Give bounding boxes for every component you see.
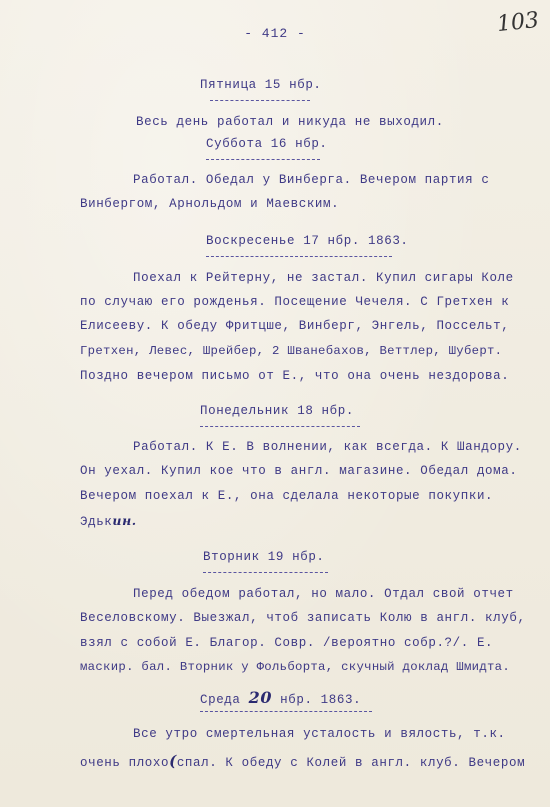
heading-underline (200, 426, 360, 427)
heading-text: Среда (200, 693, 249, 707)
entry-line: Он уехал. Купил кое что в англ. магазине. Обедал дома. (80, 464, 518, 478)
entry-line: взял с собой Е. Благор. Совр. /вероятно собр.?/. Е. (80, 636, 494, 650)
entry-heading-tuesday: Вторник 19 нбр. (203, 550, 325, 564)
entry-line: Весь день работал и никуда не выходил. (136, 115, 444, 129)
text-fragment: очень плохо (80, 756, 170, 770)
entry-line: маскир. бал. Вторник у Фольборта, скучный доклад Шмидта. (80, 660, 511, 674)
handwritten-correction: ин. (112, 513, 137, 528)
heading-underline (203, 572, 328, 573)
entry-line: Работал. Обедал у Винберга. Вечером партия с (133, 173, 490, 187)
entry-line-last (80, 513, 137, 529)
handwritten-correction-mark: ( (169, 752, 177, 770)
page-number: - 412 - (244, 26, 306, 41)
entry-line: Перед обедом работал, но мало. Отдал свой отчет (133, 587, 514, 601)
handwritten-date: 20 (248, 688, 273, 707)
entry-line: Гретхен, Левес, Шрейбер, 2 Шванебахов, Веттлер, Шуберт. (80, 344, 503, 358)
heading-underline (206, 256, 392, 257)
heading-underline (200, 711, 372, 712)
entry-line: Винбергом, Арнольдом и Маевским. (80, 197, 340, 211)
entry-heading-monday: Понедельник 18 нбр. (200, 404, 354, 418)
entry-heading-friday: Пятница 15 нбр. (200, 78, 322, 92)
folio-number: 103 (495, 7, 541, 38)
heading-underline (210, 100, 310, 101)
text-fragment: спал. К обеду с Колей в англ. клуб. Вечером (176, 756, 526, 770)
entry-line: Поздно вечером письмо от Е., что она очень нездорова. (80, 369, 510, 383)
entry-line: Вечером поехал к Е., она сделала некоторые покупки. (80, 489, 494, 503)
heading-underline (206, 159, 320, 160)
heading-text: нбр. 1863. (272, 693, 362, 707)
entry-heading-saturday: Суббота 16 нбр. (206, 137, 328, 151)
entry-heading-wednesday (200, 688, 361, 707)
entry-line: Все утро смертельная усталость и вялость, т.к. (133, 727, 506, 741)
entry-line: Веселовскому. Выезжал, чтоб записать Колю в англ. клуб, (80, 611, 526, 625)
entry-line: Работал. К Е. В волнении, как всегда. К Шандору. (133, 440, 522, 454)
entry-line-last (80, 752, 525, 770)
entry-line: Поехал к Рейтерну, не застал. Купил сигары Коле (133, 271, 514, 285)
entry-line: Елисееву. К обеду Фритцше, Винберг, Энгель, Поссельт, (80, 319, 510, 333)
entry-heading-sunday: Воскресенье 17 нбр. 1863. (206, 234, 409, 248)
text-fragment: Эдьк (80, 515, 113, 529)
entry-line: по случаю его рожденья. Посещение Чечеля. С Гретхен к (80, 295, 510, 309)
